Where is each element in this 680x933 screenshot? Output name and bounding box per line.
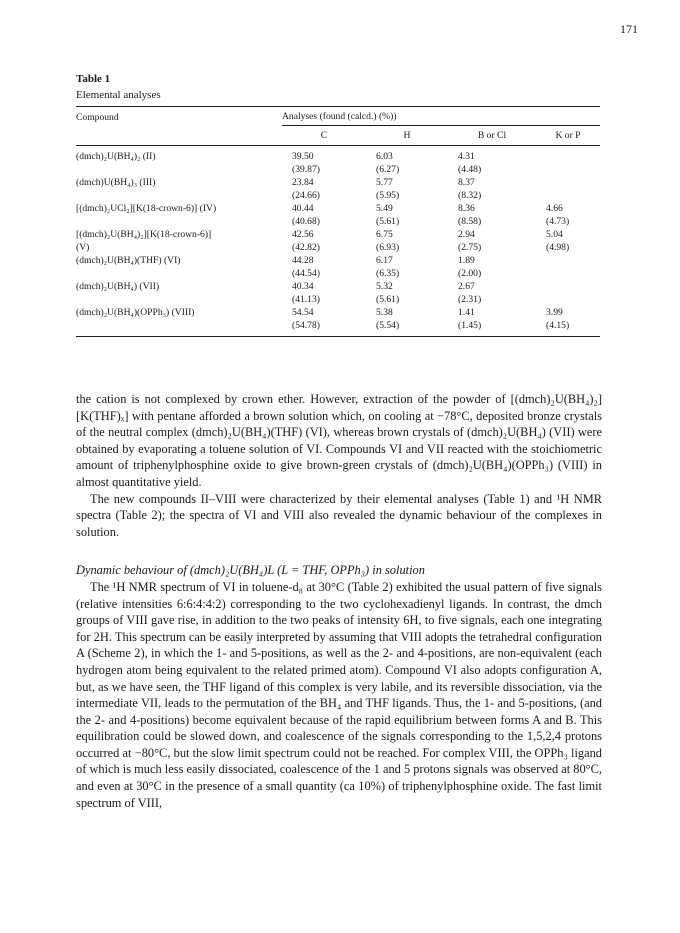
table-subtitle: Elemental analyses — [76, 89, 161, 101]
calcd-k-or-p: (4.73) — [546, 216, 570, 227]
found-b-or-cl: 4.31 — [458, 151, 475, 162]
elemental-analyses-table — [76, 106, 600, 337]
table-row — [76, 280, 600, 293]
body-text — [76, 391, 602, 811]
found-k-or-p — [536, 176, 600, 189]
table-row — [76, 306, 600, 319]
compound-name-continued: (V) — [76, 242, 90, 253]
calcd-c: (24.66) — [292, 190, 320, 201]
calcd-c: (54.78) — [282, 319, 366, 337]
found-k-or-p: 5.04 — [546, 229, 563, 240]
table-row — [76, 189, 600, 202]
found-k-or-p — [536, 280, 600, 293]
found-h: 6.03 — [376, 151, 393, 162]
table-row — [76, 215, 600, 228]
found-h: 6.17 — [376, 255, 393, 266]
calcd-c: (41.13) — [292, 294, 320, 305]
table-title: Table 1 — [76, 73, 111, 85]
found-b-or-cl: 1.89 — [458, 255, 475, 266]
calcd-c: (40.68) — [292, 216, 320, 227]
column-header-c: C — [282, 126, 366, 146]
calcd-k-or-p — [536, 163, 600, 176]
found-b-or-cl: 8.36 — [458, 203, 475, 214]
calcd-k-or-p: (4.15) — [536, 319, 600, 337]
compound-header: Compound — [76, 107, 282, 126]
calcd-k-or-p — [536, 293, 600, 306]
calcd-b-or-cl: (8.32) — [458, 190, 482, 201]
found-k-or-p: 4.66 — [546, 203, 563, 214]
table-row — [76, 293, 600, 306]
found-k-or-p — [536, 146, 600, 164]
compound-name: [(dmch)₂UCl₂][K(18-crown-6)] (IV) — [76, 203, 217, 214]
found-b-or-cl: 2.94 — [458, 229, 475, 240]
found-c: 40.44 — [292, 203, 314, 214]
calcd-c: (39.87) — [292, 164, 320, 175]
column-header-h: H — [366, 126, 448, 146]
calcd-c: (42.82) — [292, 242, 320, 253]
calcd-h: (6.27) — [376, 164, 400, 175]
calcd-h: (5.61) — [376, 294, 400, 305]
calcd-h: (5.54) — [366, 319, 448, 337]
column-header-b-or-cl: B or Cl — [448, 126, 536, 146]
table-row — [76, 228, 600, 241]
found-c: 54.54 — [292, 307, 314, 318]
found-c: 23.84 — [292, 177, 314, 188]
found-c: 40.34 — [292, 281, 314, 292]
found-k-or-p: 3.99 — [546, 307, 563, 318]
table-row — [76, 254, 600, 267]
compound-name: (dmch)₂U(BH₄)(OPPh₃) (VIII) — [76, 307, 195, 318]
table-row — [76, 146, 600, 164]
calcd-b-or-cl: (4.48) — [458, 164, 482, 175]
compound-name: (dmch)₂U(BH₄) (VII) — [76, 281, 160, 292]
calcd-b-or-cl: (2.31) — [458, 294, 482, 305]
calcd-b-or-cl: (1.45) — [448, 319, 536, 337]
found-k-or-p — [536, 254, 600, 267]
found-c: 42.56 — [292, 229, 314, 240]
calcd-h: (6.93) — [376, 242, 400, 253]
found-b-or-cl: 8.37 — [458, 177, 475, 188]
found-b-or-cl: 1.41 — [458, 307, 475, 318]
calcd-b-or-cl: (2.00) — [458, 268, 482, 279]
found-c: 44.28 — [292, 255, 314, 266]
analyses-header: Analyses (found (calcd.) (%)) — [282, 107, 600, 126]
calcd-h: (6.35) — [376, 268, 400, 279]
page-number: 171 — [620, 22, 638, 36]
found-c: 39.50 — [292, 151, 314, 162]
compound-name: (dmch)₂U(BH₄)₂ (II) — [76, 151, 156, 162]
calcd-k-or-p — [536, 189, 600, 202]
table-row — [76, 241, 600, 254]
calcd-k-or-p: (4.98) — [546, 242, 570, 253]
table-row — [76, 319, 600, 337]
table-caption — [76, 71, 161, 103]
table-row — [76, 202, 600, 215]
table-row — [76, 163, 600, 176]
calcd-h: (5.61) — [376, 216, 400, 227]
compound-name: (dmch)U(BH₄)₃ (III) — [76, 177, 156, 188]
paragraph: The ¹H NMR spectrum of VI in toluene-d₈ at 30°C (Table 2) exhibited the usual pattern of five signals (relative intensities 6:6:4:4:2) corresponding to the two cyclohexadienyl ligands. In contrast, the dmch groups of VIII gave rise, in addition to the two peaks of intensity 6H, to five signals, each one integrating for 2H. This spectrum can be easily interpreted by assuming that VIII adopts the tetrahedral configuration A (Scheme 2), in which the 1- and 5-positions, as well as the 2- and 4-positions, are non-equivalent (each hydrogen atom being equivalent to the related primed atom). Compound VI also adopts configuration A, but, as we have seen, the THF ligand of this complex is very labile, and its reversible dissociation, via the intermediate VII, leads to the permutation of the BH₄ and THF ligands. Thus, the 1- and 5-positions, (and the 2- and 4-positions) become equivalent because of the rapid equilibrium between forms A and B. This equilibration could be slowed down, and coalescence of the signals corresponding to the 1,5,2,4 protons occurred at −80°C, but the slow limit spectrum could not be reached. For complex VIII, the OPPh₃ ligand of which is much less easily dissociated, coalescence of the 1 and 5 protons signals was observed at 80°C, and even at 30°C in the presence of a small quantity (ca 10%) of triphenylphosphine oxide. The fast limit spectrum of VIII, — [76, 579, 602, 810]
found-h: 5.38 — [376, 307, 393, 318]
calcd-b-or-cl: (8.58) — [458, 216, 482, 227]
paragraph: the cation is not complexed by crown ether. However, extraction of the powder of [(dmch)₂U(BH₄)₂][K(THF)ₓ] with pentane afforded a brown solution which, on cooling at −78°C, deposited bronze crystals of the neutral complex (dmch)₂U(BH₄)(THF) (VI), whereas brown crystals of (dmch)₂U(BH₄) (VII) were obtained by evaporating a toluene solution of VI. Compounds VI and VII reacted with the stoichiometric amount of triphenylphosphine oxide to give brown-green crystals of (dmch)₂U(BH₄)(OPPh₃) (VIII) in almost quantitative yield. — [76, 392, 602, 489]
section-heading: Dynamic behaviour of (dmch)₂U(BH₄)L (L = THF, OPPh₃) in solution — [76, 563, 425, 578]
paragraph: The new compounds II–VIII were characterized by their elemental analyses (Table 1) and ¹H NMR spectra (Table 2); the spectra of VI and VIII also revealed the dynamic behaviour of the complexes in solution. — [76, 491, 602, 539]
calcd-b-or-cl: (2.75) — [458, 242, 482, 253]
calcd-h: (5.95) — [376, 190, 400, 201]
compound-name: (dmch)₂U(BH₄)(THF) (VI) — [76, 255, 181, 266]
column-header-k-or-p: K or P — [536, 126, 600, 146]
compound-name: [(dmch)₂U(BH₄)₂][K(18-crown-6)] — [76, 229, 212, 240]
found-h: 5.49 — [376, 203, 393, 214]
found-h: 5.32 — [376, 281, 393, 292]
table-row — [76, 176, 600, 189]
calcd-k-or-p — [536, 267, 600, 280]
found-h: 6.75 — [376, 229, 393, 240]
table-row — [76, 267, 600, 280]
calcd-c: (44.54) — [292, 268, 320, 279]
found-h: 5.77 — [376, 177, 393, 188]
found-b-or-cl: 2.67 — [458, 281, 475, 292]
